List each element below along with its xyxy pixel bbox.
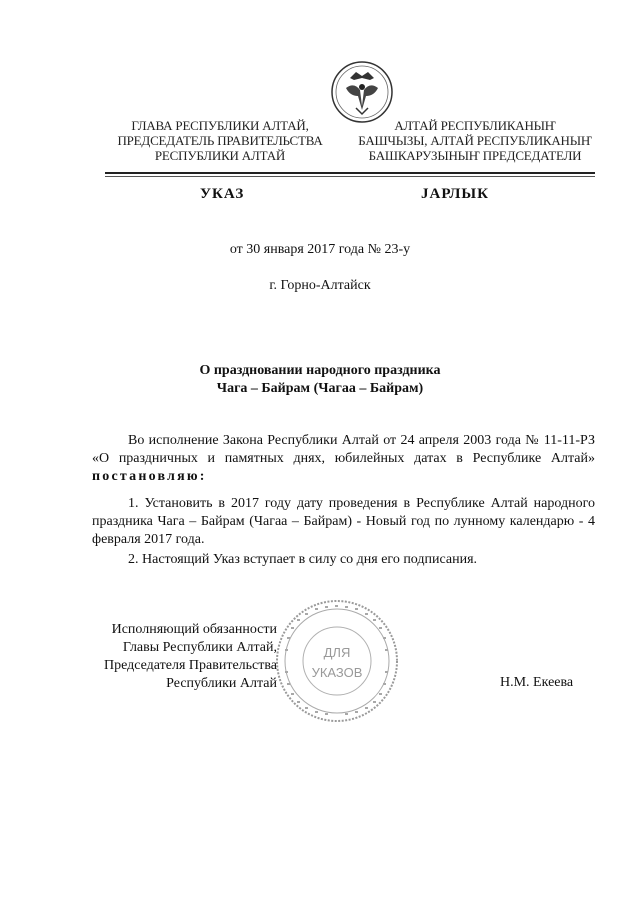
signatory-name: Н.М. Екеева bbox=[500, 675, 574, 690]
preamble-paragraph bbox=[92, 432, 595, 486]
header-left-line: ГЛАВА РЕСПУБЛИКИ АЛТАЙ, bbox=[131, 118, 309, 133]
official-stamp bbox=[273, 597, 401, 725]
header-left-line: ПРЕДСЕДАТЕЛЬ ПРАВИТЕЛЬСТВА bbox=[117, 133, 323, 148]
doc-title bbox=[0, 362, 640, 398]
decree-item-2: 2. Настоящий Указ вступает в силу со дня его подписания. bbox=[128, 552, 478, 567]
header-right-block bbox=[350, 118, 600, 163]
stamp-seal-icon bbox=[273, 597, 401, 725]
doc-date: от 30 января 2017 года № 23-у bbox=[229, 242, 411, 257]
signatory-line: Главы Республики Алтай, bbox=[122, 640, 277, 655]
stamp-text-bottom: УКАЗОВ bbox=[311, 665, 363, 680]
doc-kind-alt: JАРЛЫК bbox=[421, 186, 490, 202]
doc-city: г. Горно-Алтайск bbox=[269, 278, 371, 293]
decree-word: постановляю: bbox=[92, 469, 207, 484]
coat-of-arms-emblem bbox=[330, 60, 394, 124]
preamble-text: Во исполнение Закона Республики Алтай от 24 апреля 2003 года № 11-11-РЗ «О праздничных и памятных днях, юбилейных датах в Республике Алтай» bbox=[92, 433, 595, 466]
decree-item-1: 1. Установить в 2017 году дату проведения в Республике Алтай народного праздника Чага – Байрам (Чагаа – Байрам) - Новый год по лунному календарю - 4 февраля 2017 года. bbox=[92, 496, 595, 547]
signatory-line: Республики Алтай bbox=[166, 676, 277, 691]
signatory-line: Исполняющий обязанности bbox=[111, 622, 277, 637]
header-right-line: БАШЧЫЗЫ, АЛТАЙ РЕСПУБЛИКАНЫҤ bbox=[358, 133, 592, 148]
doc-title-line: Чага – Байрам (Чагаа – Байрам) bbox=[216, 381, 424, 396]
doc-kind-ru: УКАЗ bbox=[200, 186, 245, 202]
header-left-line: РЕСПУБЛИКИ АЛТАЙ bbox=[154, 148, 286, 163]
signatory-title bbox=[92, 621, 277, 693]
header-divider-thin bbox=[105, 176, 595, 177]
signatory-line: Председателя Правительства bbox=[103, 658, 277, 673]
header-divider bbox=[105, 172, 595, 174]
stamp-text-top: ДЛЯ bbox=[323, 645, 351, 660]
header-right-line: БАШКАРУЗЫНЫҤ ПРЕДСЕДАТЕЛИ bbox=[368, 148, 582, 163]
doc-title-line: О праздновании народного праздника bbox=[199, 363, 441, 378]
header-right-line: АЛТАЙ РЕСПУБЛИКАНЫҤ bbox=[394, 118, 556, 133]
coat-of-arms-eagle-icon bbox=[330, 60, 394, 124]
header-left-block bbox=[100, 118, 340, 163]
